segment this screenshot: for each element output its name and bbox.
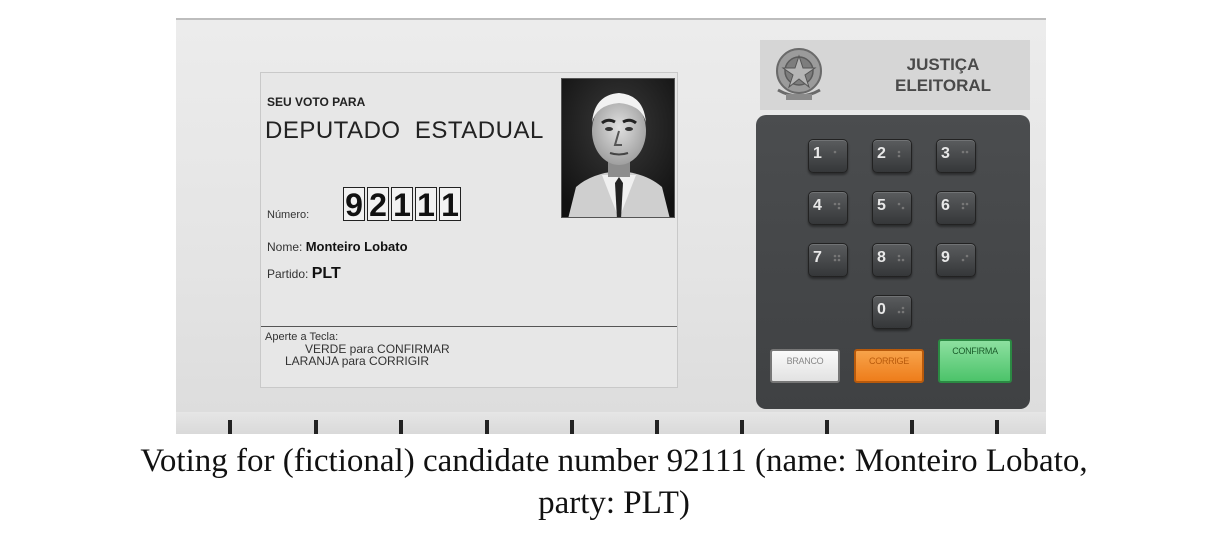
base-tick <box>228 420 232 434</box>
braille-icon <box>833 202 841 214</box>
braille-icon <box>961 150 969 162</box>
corrige-button[interactable]: CORRIGE <box>854 349 924 383</box>
key-8[interactable] <box>872 243 912 277</box>
key-9[interactable] <box>936 243 976 277</box>
base-tick <box>314 420 318 434</box>
candidate-photo <box>561 78 675 218</box>
key-2[interactable] <box>872 139 912 173</box>
instruction-line: Aperte a Tecla: <box>265 331 339 343</box>
braille-icon <box>897 150 905 162</box>
instruction-line: VERDE para CONFIRMAR <box>305 342 450 356</box>
key-5[interactable] <box>872 191 912 225</box>
office-title: DEPUTADO ESTADUAL <box>265 117 544 144</box>
base-tick <box>399 420 403 434</box>
candidate-name-row <box>267 239 408 254</box>
number-label: Número: <box>267 209 310 221</box>
base-tick <box>825 420 829 434</box>
image-caption <box>0 440 1228 524</box>
key-3[interactable] <box>936 139 976 173</box>
braille-icon <box>897 254 905 266</box>
branco-button[interactable]: BRANCO <box>770 349 840 383</box>
keypad <box>756 115 1030 409</box>
screen-divider <box>261 326 677 327</box>
braille-icon <box>961 254 969 266</box>
number-digit: 1 <box>439 187 461 221</box>
party-label: Partido: <box>267 267 309 281</box>
number-digit: 9 <box>343 187 365 221</box>
screen-header: SEU VOTO PARA <box>267 95 366 109</box>
candidate-portrait-icon <box>562 79 675 218</box>
brand-title <box>868 54 1018 96</box>
brand-line: ELEITORAL <box>894 76 992 95</box>
name-label: Nome: <box>267 240 303 254</box>
candidate-name: Monteiro Lobato <box>305 239 408 254</box>
voting-machine <box>176 18 1046 432</box>
key-label: 8 <box>877 249 886 266</box>
braille-icon <box>833 150 841 162</box>
candidate-number <box>343 187 461 221</box>
instructions <box>265 331 450 367</box>
voting-screen <box>260 72 678 388</box>
base-tick <box>740 420 744 434</box>
brand-line: JUSTIÇA <box>906 55 980 74</box>
key-6[interactable] <box>936 191 976 225</box>
base-tick <box>655 420 659 434</box>
instruction-line: LARANJA para CORRIGIR <box>285 354 430 368</box>
base-tick <box>570 420 574 434</box>
candidate-party-row <box>267 265 341 283</box>
key-label: 5 <box>877 197 886 214</box>
machine-base <box>176 412 1046 434</box>
key-label: 0 <box>877 301 886 318</box>
number-digit: 1 <box>391 187 413 221</box>
confirma-button[interactable]: CONFIRMA <box>938 339 1012 383</box>
base-tick <box>910 420 914 434</box>
caption-line: Voting for (fictional) candidate number 92111 (name: Monteiro Lobato, <box>140 443 1088 479</box>
key-1[interactable] <box>808 139 848 173</box>
key-label: 6 <box>941 197 950 214</box>
braille-icon <box>961 202 969 214</box>
republic-seal-icon <box>772 44 826 102</box>
braille-icon <box>833 254 841 266</box>
braille-icon <box>897 202 905 214</box>
key-label: 2 <box>877 145 886 162</box>
braille-icon <box>897 306 905 318</box>
caption-line: party: PLT) <box>538 485 690 521</box>
number-digit: 1 <box>415 187 437 221</box>
candidate-party: PLT <box>311 265 341 282</box>
key-0[interactable] <box>872 295 912 329</box>
key-label: 7 <box>813 249 822 266</box>
key-label: 9 <box>941 249 950 266</box>
base-tick <box>995 420 999 434</box>
key-7[interactable] <box>808 243 848 277</box>
key-label: 4 <box>813 197 822 214</box>
key-4[interactable] <box>808 191 848 225</box>
brand-panel <box>760 40 1030 110</box>
number-digit: 2 <box>367 187 389 221</box>
key-label: 3 <box>941 145 950 162</box>
key-label: 1 <box>813 145 822 162</box>
base-tick <box>485 420 489 434</box>
